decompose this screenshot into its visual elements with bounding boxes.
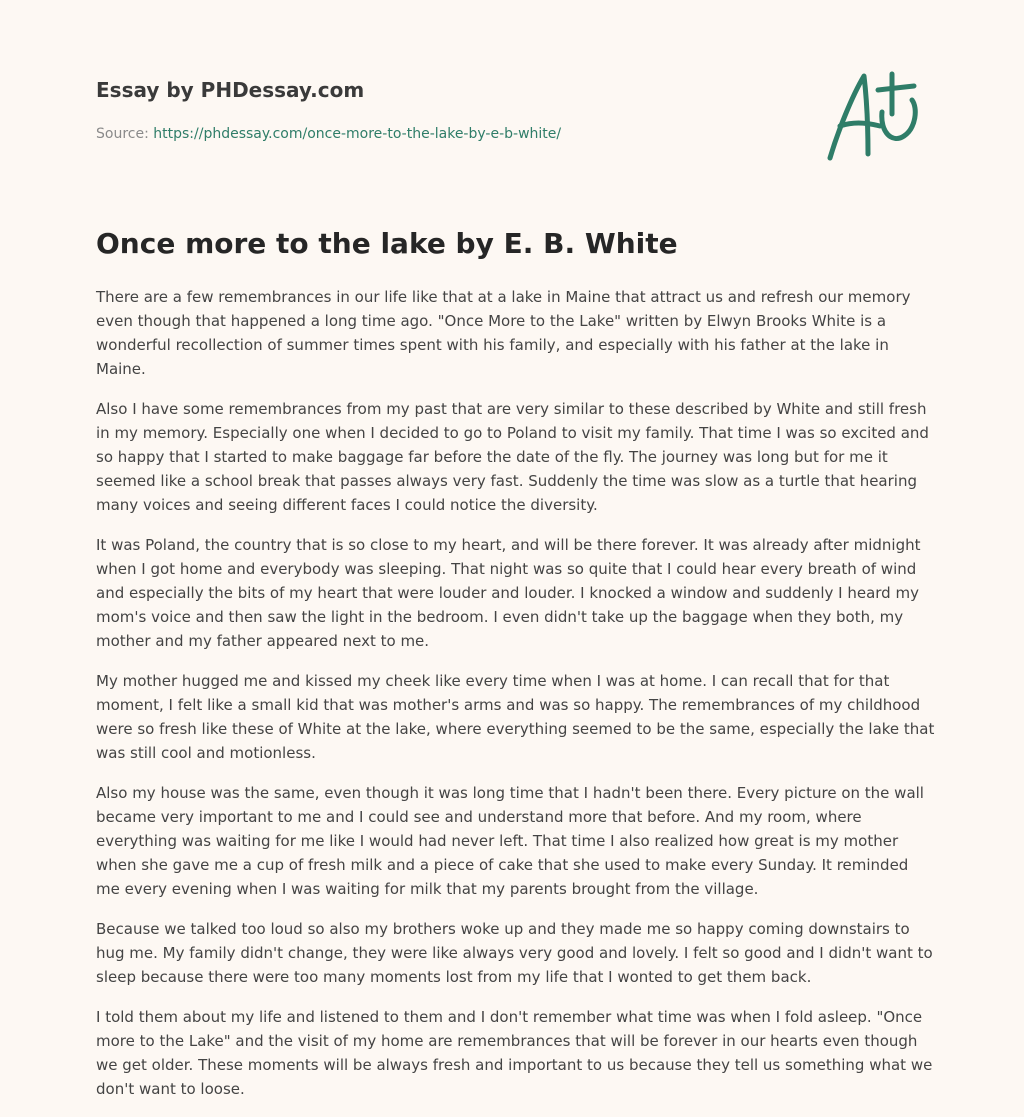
source-line xyxy=(96,124,736,144)
source-link[interactable]: https://phdessay.com/once-more-to-the-lake-by-e-b-white/ xyxy=(153,126,562,142)
essay-paragraph: There are a few remembrances in our life like that at a lake in Maine that attract us and refresh our memory even though that happened a long time ago. "Once More to the Lake" written by Elwyn Brooks White is a wonderful recollection of summer times spent with his family, and especially with his father at the lake in Maine. xyxy=(96,288,911,378)
page-header xyxy=(96,76,736,144)
essay-paragraph: My mother hugged me and kissed my cheek like every time when I was at home. I can recall that for that moment, I felt like a small kid that was mother's arms and was so happy. The remembrances of my childhood were so fresh like these of White at the lake, where everything seemed to be the same, especially the lake that was still cool and motionless. xyxy=(96,672,935,762)
essay-body xyxy=(96,285,936,1117)
essay-title: Once more to the lake by E. B. White xyxy=(96,227,678,260)
essay-paragraph: I told them about my life and listened to them and I don't remember what time was when I fold asleep. "Once more to the Lake" and the visit of my home are remembrances that will be forever in our hearts even though we get older. These moments will be always fresh and important to us because they tell us something what we don't want to loose. xyxy=(96,1008,933,1098)
site-brand: Essay by PHDessay.com xyxy=(96,78,365,102)
a-plus-grade-icon xyxy=(820,66,930,166)
essay-paragraph: Also my house was the same, even though it was long time that I hadn't been there. Every picture on the wall became very important to me and I could see and understand more that before. And my room, where everything was waiting for me like I would had never left. That time I also realized how great is my mother when she gave me a cup of fresh milk and a piece of cake that she used to make every Sunday. It reminded me every evening when I was waiting for milk that my parents brought from the village. xyxy=(96,784,924,898)
essay-paragraph: It was Poland, the country that is so close to my heart, and will be there forever. It was already after midnight when I got home and everybody was sleeping. That night was so quite that I could hear every breath of wind and especially the bits of my heart that were louder and louder. I knocked a window and suddenly I heard my mom's voice and then saw the light in the bedroom. I even didn't take up the baggage when they both, my mother and my father appeared next to me. xyxy=(96,536,921,650)
essay-paragraph: Because we talked too loud so also my brothers woke up and they made me so happy coming downstairs to hug me. My family didn't change, they were like always very good and lovely. I felt so good and I didn't want to sleep because there were too many moments lost from my life that I wonted to get them back. xyxy=(96,920,933,986)
source-label: Source: xyxy=(96,126,149,142)
essay-paragraph: Also I have some remembrances from my past that are very similar to these described by White and still fresh in my memory. Especially one when I decided to go to Poland to visit my family. That time I was so excited and so happy that I started to make baggage far before the date of the fly. The journey was long but for me it seemed like a school break that passes always very fast. Suddenly the time was slow as a turtle that hearing many voices and seeing different faces I could notice the diversity. xyxy=(96,400,929,514)
